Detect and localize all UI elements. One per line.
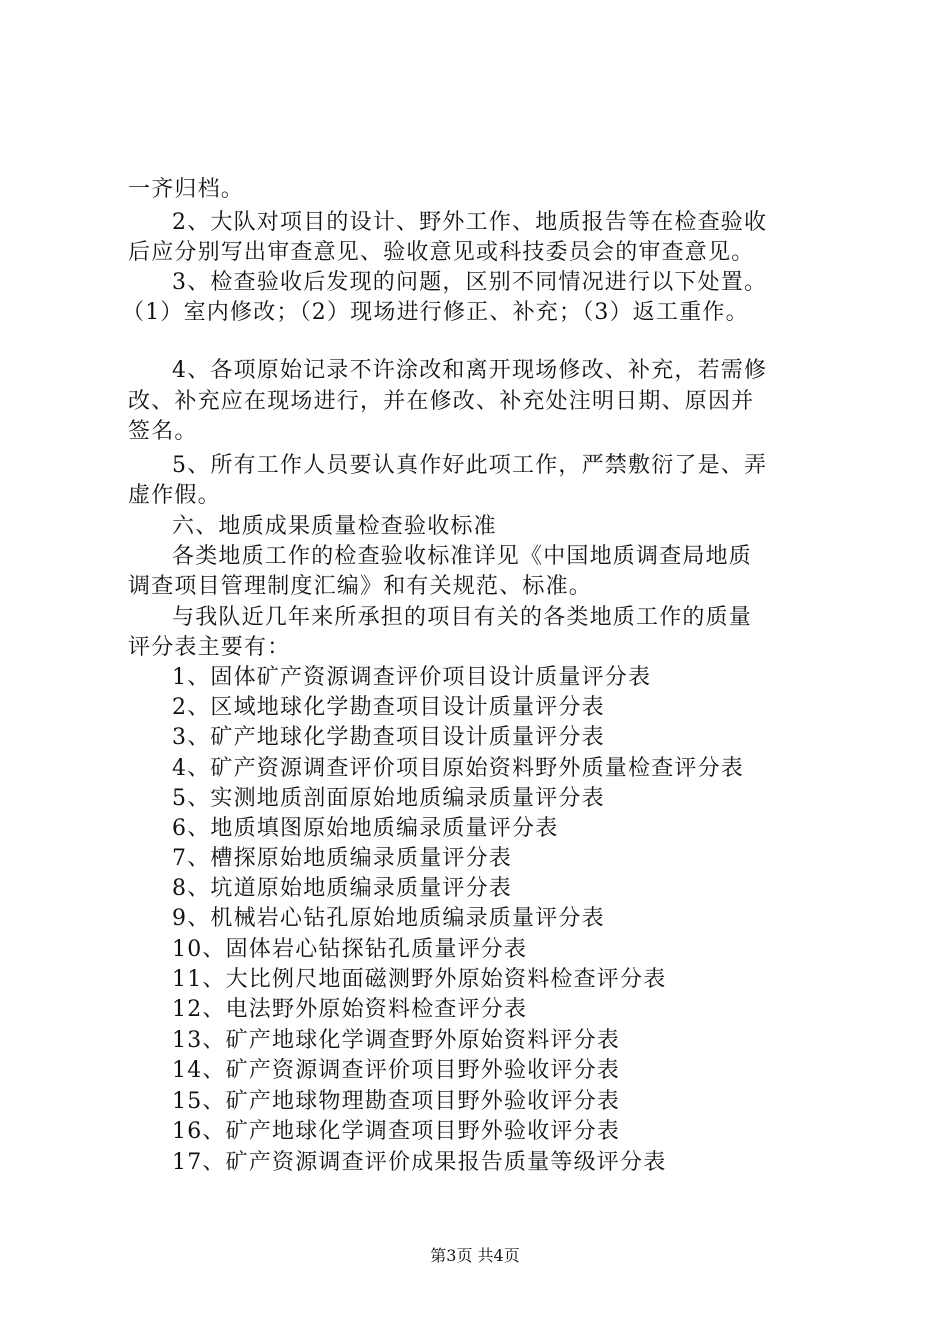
list-item: 14、矿产资源调查评价项目野外验收评分表 [172, 1058, 620, 1083]
list-item: 9、机械岩心钻孔原始地质编录质量评分表 [172, 906, 605, 931]
paragraph-line: 5、所有工作人员要认真作好此项工作，严禁敷衍了是、弄 [172, 453, 768, 478]
paragraph-line: 3、检查验收后发现的问题，区别不同情况进行以下处置。 [172, 270, 768, 295]
paragraph-line: 改、补充应在现场进行，并在修改、补充处注明日期、原因并 [128, 389, 755, 414]
list-item: 2、区域地球化学勘查项目设计质量评分表 [172, 695, 605, 720]
paragraph-line: 2、大队对项目的设计、野外工作、地质报告等在检查验收 [172, 210, 768, 235]
list-item: 11、大比例尺地面磁测野外原始资料检查评分表 [172, 967, 667, 992]
paragraph-line: 与我队近几年来所承担的项目有关的各类地质工作的质量 [172, 605, 753, 630]
list-item: 16、矿产地球化学调查项目野外验收评分表 [172, 1119, 620, 1144]
paragraph-line: 一齐归档。 [128, 177, 245, 202]
list-item: 7、槽探原始地质编录质量评分表 [172, 846, 512, 871]
list-item: 4、矿产资源调查评价项目原始资料野外质量检查评分表 [172, 756, 744, 781]
paragraph-line: 各类地质工作的检查验收标准详见《中国地质调查局地质 [172, 544, 753, 569]
list-item: 8、坑道原始地质编录质量评分表 [172, 876, 512, 901]
paragraph-line: （1）室内修改；（2）现场进行修正、补充；（3）返工重作。 [122, 300, 749, 325]
list-item: 13、矿产地球化学调查野外原始资料评分表 [172, 1028, 620, 1053]
list-item: 5、实测地质剖面原始地质编录质量评分表 [172, 786, 605, 811]
list-item: 10、固体岩心钻探钻孔质量评分表 [172, 937, 528, 962]
paragraph-line: 虚作假。 [128, 483, 221, 508]
list-item: 6、地质填图原始地质编录质量评分表 [172, 816, 559, 841]
list-item: 12、电法野外原始资料检查评分表 [172, 997, 528, 1022]
list-item: 3、矿产地球化学勘查项目设计质量评分表 [172, 725, 605, 750]
list-item: 1、固体矿产资源调查评价项目设计质量评分表 [172, 665, 652, 690]
page-footer: 第3页 共4页 [430, 1246, 520, 1265]
paragraph-line: 后应分别写出审查意见、验收意见或科技委员会的审查意见。 [128, 240, 755, 265]
list-item: 17、矿产资源调查评价成果报告质量等级评分表 [172, 1150, 667, 1175]
paragraph-line: 评分表主要有： [128, 635, 291, 660]
section-heading: 六、地质成果质量检查验收标准 [172, 514, 497, 539]
paragraph-line: 调查项目管理制度汇编》和有关规范、标准。 [128, 574, 593, 599]
paragraph-line: 4、各项原始记录不许涂改和离开现场修改、补充，若需修 [172, 358, 768, 383]
list-item: 15、矿产地球物理勘查项目野外验收评分表 [172, 1089, 620, 1114]
paragraph-line: 签名。 [128, 419, 198, 444]
